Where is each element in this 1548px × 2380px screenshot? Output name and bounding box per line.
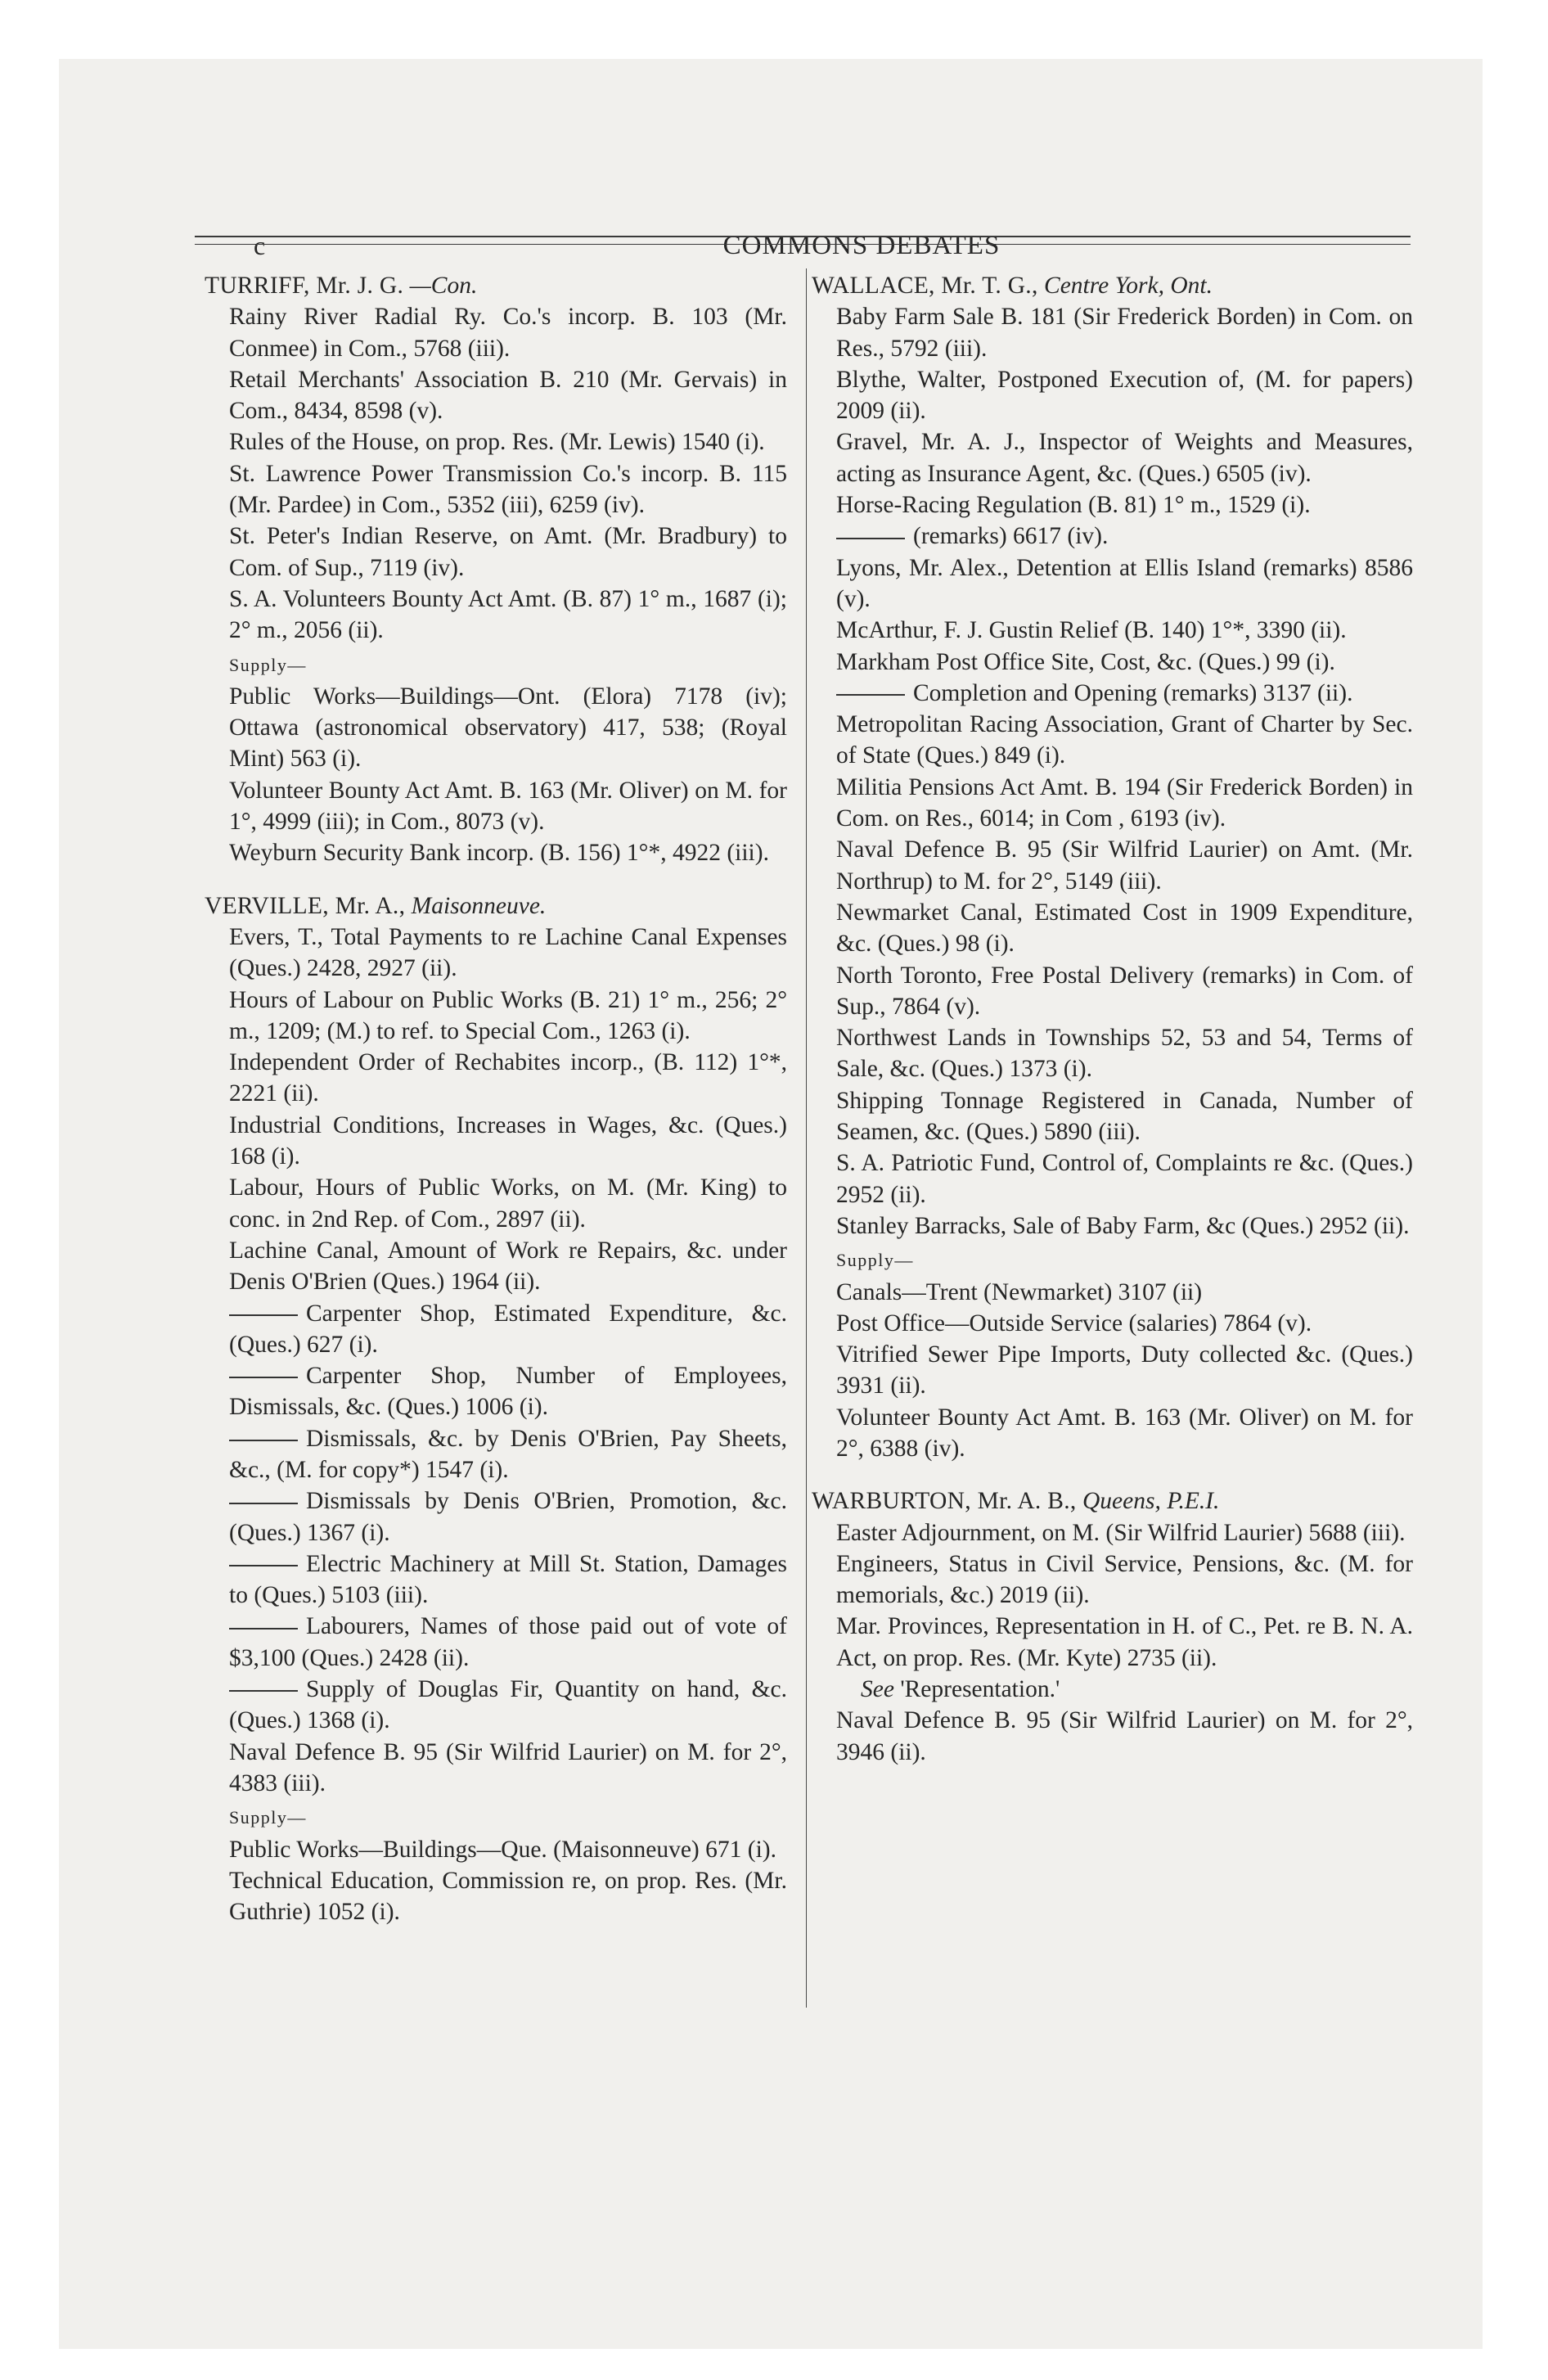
- index-item: North Toronto, Free Postal Delivery (remarks) in Com. of Sup., 7864 (v).: [836, 962, 1413, 1020]
- index-item: Industrial Conditions, Increases in Wages, &c. (Ques.) 168 (i).: [229, 1111, 787, 1170]
- member-name: WALLACE, Mr. T. G.,: [812, 273, 1038, 299]
- index-item: S. A. Patriotic Fund, Control of, Complaints re &c. (Ques.) 2952 (ii).: [836, 1150, 1413, 1208]
- index-item: Lyons, Mr. Alex., Detention at Ellis Island (remarks) 8586 (v).: [836, 554, 1413, 612]
- index-item: Volunteer Bounty Act Amt. B. 163 (Mr. Oliver) on M. for 2°, 6388 (iv).: [836, 1404, 1413, 1462]
- member-riding: Maisonneuve.: [411, 892, 547, 919]
- index-item: Public Works—Buildings—Ont. (Elora) 7178 (iv); Ottawa (astronomical observatory) 417, 538; (Royal Mint) 563 (i).: [229, 683, 787, 773]
- right-column: [812, 270, 1413, 1768]
- member-heading: [812, 270, 1413, 301]
- index-entry: [205, 890, 787, 1928]
- column-divider: [806, 268, 807, 2008]
- cross-reference: [812, 1674, 1413, 1705]
- index-item: Metropolitan Racing Association, Grant of Charter by Sec. of State (Ques.) 849 (i).: [836, 711, 1413, 769]
- index-item: Hours of Labour on Public Works (B. 21) 1° m., 256; 2° m., 1209; (M.) to ref. to Special Com., 1263 (i).: [229, 986, 787, 1044]
- member-riding: Queens, P.E.I.: [1082, 1488, 1220, 1515]
- member-name: VERVILLE, Mr. A.,: [205, 892, 406, 919]
- index-item: Newmarket Canal, Estimated Cost in 1909 Expenditure, &c. (Ques.) 98 (i).: [836, 899, 1413, 958]
- supply-heading: Supply—: [229, 1807, 307, 1828]
- ditto-dash: [229, 1565, 298, 1566]
- subitem-text: Carpenter Shop, Estimated Expenditure, &c. (Ques.) 627 (i).: [229, 1300, 787, 1358]
- index-item: Horse-Racing Regulation (B. 81) 1° m., 1529 (i).: [836, 492, 1311, 519]
- index-item: Labour, Hours of Public Works, on M. (Mr. King) to conc. in 2nd Rep. of Com., 2897 (ii).: [229, 1174, 787, 1233]
- index-entry: [812, 1485, 1413, 1768]
- index-subitem: [205, 1485, 787, 1548]
- member-riding: —Con.: [409, 273, 478, 299]
- index-item: Militia Pensions Act Amt. B. 194 (Sir Frederick Borden) in Com. on Res., 6014; in Com , 6193 (iv).: [836, 773, 1413, 832]
- index-entry: [812, 270, 1413, 1464]
- index-subitem: [812, 521, 1413, 552]
- subitem-text: Dismissals by Denis O'Brien, Promotion, &c. (Ques.) 1367 (i).: [229, 1488, 787, 1546]
- index-item: Naval Defence B. 95 (Sir Wilfrid Laurier) on M. for 2°, 3946 (ii).: [836, 1707, 1413, 1765]
- member-name: WARBURTON, Mr. A. B.,: [812, 1488, 1077, 1515]
- index-item: Markham Post Office Site, Cost, &c. (Ques.) 99 (i).: [836, 648, 1335, 675]
- index-item: Stanley Barracks, Sale of Baby Farm, &c (Ques.) 2952 (ii).: [836, 1212, 1410, 1239]
- member-heading: [205, 890, 787, 922]
- member-heading: [812, 1485, 1413, 1517]
- subitem-text: (remarks) 6617 (iv).: [913, 523, 1109, 550]
- index-subitem: [205, 1674, 787, 1737]
- index-item: Naval Defence B. 95 (Sir Wilfrid Laurier) on Amt. (Mr. Northrup) to M. for 2°, 5149 (iii).: [836, 836, 1413, 895]
- subitem-text: Completion and Opening (remarks) 3137 (ii).: [913, 679, 1353, 706]
- index-item: Weyburn Security Bank incorp. (B. 156) 1°*, 4922 (iii).: [229, 840, 769, 867]
- ditto-dash: [229, 1440, 298, 1441]
- index-item: Canals—Trent (Newmarket) 3107 (ii): [836, 1278, 1203, 1305]
- index-item: Easter Adjournment, on M. (Sir Wilfrid Laurier) 5688 (iii).: [836, 1519, 1406, 1546]
- subitem-text: Carpenter Shop, Number of Employees, Dismissals, &c. (Ques.) 1006 (i).: [229, 1363, 787, 1421]
- member-name: TURRIFF, Mr. J. G.: [205, 273, 404, 299]
- ditto-dash: [836, 538, 905, 539]
- supply-heading: Supply—: [229, 654, 307, 675]
- index-item: Independent Order of Rechabites incorp., (B. 112) 1°*, 2221 (ii).: [229, 1049, 787, 1107]
- header-rule-thin: [195, 244, 1411, 245]
- index-subitem: [205, 1423, 787, 1486]
- index-item: S. A. Volunteers Bounty Act Amt. (B. 87) 1° m., 1687 (i); 2° m., 2056 (ii).: [229, 585, 787, 644]
- index-item: Technical Education, Commission re, on prop. Res. (Mr. Guthrie) 1052 (i).: [229, 1867, 787, 1926]
- member-riding: Centre York, Ont.: [1044, 273, 1213, 299]
- header-rule: [195, 236, 1411, 237]
- ditto-dash: [229, 1377, 298, 1378]
- index-item: St. Peter's Indian Reserve, on Amt. (Mr. Bradbury) to Com. of Sup., 7119 (iv).: [229, 523, 787, 581]
- member-heading: [205, 270, 787, 301]
- index-item: Engineers, Status in Civil Service, Pensions, &c. (M. for memorials, &c.) 2019 (ii).: [836, 1550, 1413, 1609]
- ditto-dash: [229, 1628, 298, 1629]
- left-column: [205, 270, 787, 1927]
- index-item: Northwest Lands in Townships 52, 53 and 54, Terms of Sale, &c. (Ques.) 1373 (i).: [836, 1025, 1413, 1083]
- index-item: Gravel, Mr. A. J., Inspector of Weights and Measures, acting as Insurance Agent, &c. (Ques.) 6505 (iv).: [836, 429, 1413, 487]
- page-title: COMMONS DEBATES: [722, 231, 1001, 260]
- index-item: Mar. Provinces, Representation in H. of C., Pet. re B. N. A. Act, on prop. Res. (Mr. Kyte) 2735 (ii).: [836, 1613, 1413, 1671]
- index-item: Volunteer Bounty Act Amt. B. 163 (Mr. Oliver) on M. for 1°, 4999 (iii); in Com., 8073 (v).: [229, 777, 787, 836]
- ditto-dash: [836, 694, 905, 696]
- index-item: St. Lawrence Power Transmission Co.'s incorp. B. 115 (Mr. Pardee) in Com., 5352 (iii), 6259 (iv).: [229, 460, 787, 519]
- ditto-dash: [229, 1314, 298, 1316]
- index-item: Public Works—Buildings—Que. (Maisonneuve) 671 (i).: [229, 1836, 776, 1863]
- index-subitem: [205, 1360, 787, 1423]
- index-item: Baby Farm Sale B. 181 (Sir Frederick Borden) in Com. on Res., 5792 (iii).: [836, 304, 1413, 362]
- index-item: Rules of the House, on prop. Res. (Mr. Lewis) 1540 (i).: [229, 429, 765, 456]
- index-item: Lachine Canal, Amount of Work re Repairs, &c. under Denis O'Brien (Ques.) 1964 (ii).: [229, 1237, 787, 1296]
- subitem-text: Supply of Douglas Fir, Quantity on hand, &c. (Ques.) 1368 (i).: [229, 1676, 787, 1734]
- index-item: Post Office—Outside Service (salaries) 7864 (v).: [836, 1309, 1312, 1336]
- index-item: Retail Merchants' Association B. 210 (Mr. Gervais) in Com., 8434, 8598 (v).: [229, 366, 787, 425]
- index-item: Vitrified Sewer Pipe Imports, Duty collected &c. (Ques.) 3931 (ii).: [836, 1341, 1413, 1400]
- subitem-text: Electric Machinery at Mill St. Station, Damages to (Ques.) 5103 (iii).: [229, 1550, 787, 1609]
- index-subitem: [205, 1298, 787, 1361]
- supply-heading: Supply—: [836, 1250, 914, 1271]
- index-item: McArthur, F. J. Gustin Relief (B. 140) 1°*, 3390 (ii).: [836, 617, 1347, 644]
- subitem-text: Dismissals, &c. by Denis O'Brien, Pay Sheets, &c., (M. for copy*) 1547 (i).: [229, 1425, 787, 1483]
- index-subitem: [205, 1611, 787, 1674]
- ditto-dash: [229, 1690, 298, 1692]
- index-item: Evers, T., Total Payments to re Lachine Canal Expenses (Ques.) 2428, 2927 (ii).: [229, 923, 787, 982]
- see-label: See: [861, 1676, 894, 1703]
- page-letter: c: [254, 231, 266, 260]
- index-item: Blythe, Walter, Postponed Execution of, (M. for papers) 2009 (ii).: [836, 366, 1413, 425]
- index-item: Shipping Tonnage Registered in Canada, Number of Seamen, &c. (Ques.) 5890 (iii).: [836, 1087, 1413, 1146]
- index-item: Rainy River Radial Ry. Co.'s incorp. B. 103 (Mr. Conmee) in Com., 5768 (iii).: [229, 304, 787, 362]
- subitem-text: Labourers, Names of those paid out of vote of $3,100 (Ques.) 2428 (ii).: [229, 1613, 787, 1671]
- see-target: 'Representation.': [900, 1676, 1060, 1703]
- ditto-dash: [229, 1503, 298, 1504]
- index-item: Naval Defence B. 95 (Sir Wilfrid Laurier) on M. for 2°, 4383 (iii).: [229, 1738, 787, 1796]
- index-subitem: [812, 678, 1413, 709]
- index-subitem: [205, 1548, 787, 1611]
- index-entry: [205, 270, 787, 869]
